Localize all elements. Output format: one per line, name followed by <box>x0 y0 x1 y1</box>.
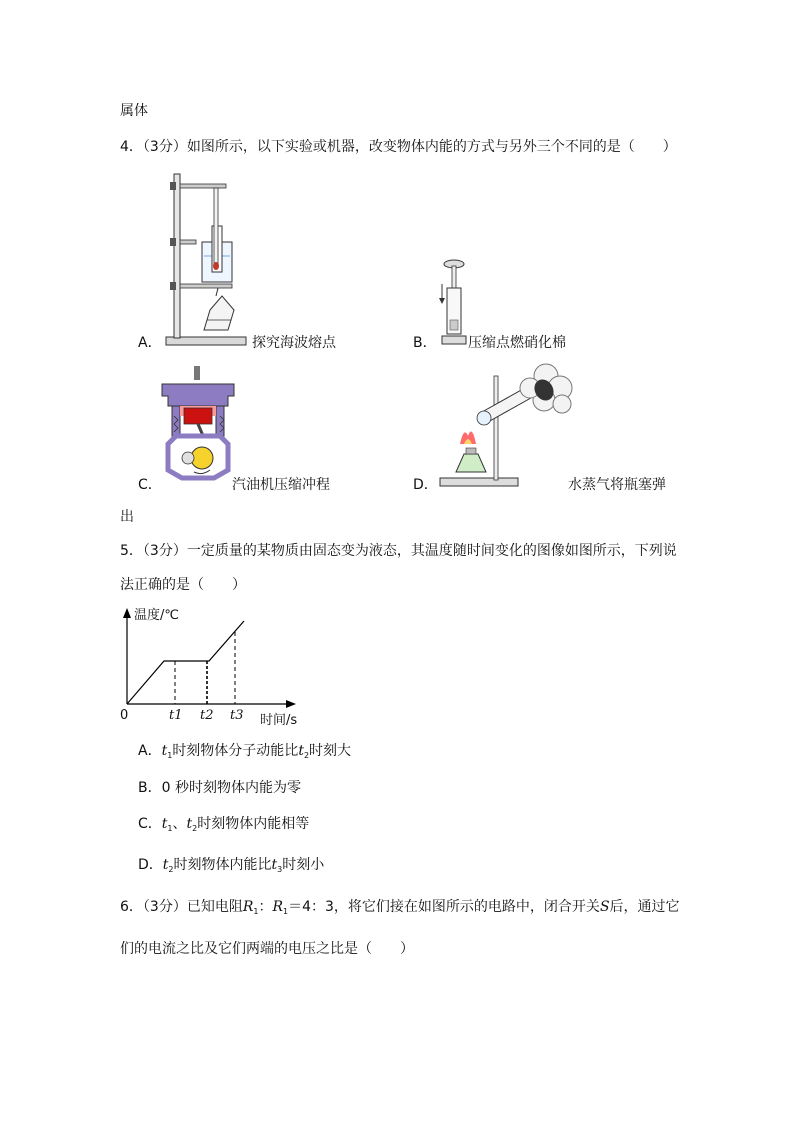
var-r: R <box>242 899 254 915</box>
var-t: t <box>298 743 304 759</box>
var-t: t <box>161 743 168 759</box>
q6-stem-line2: 们的电流之比及它们两端的电压之比是（ ） <box>120 941 414 957</box>
subscript: 1 <box>253 907 259 916</box>
option-d-letter: D． <box>413 477 438 493</box>
figure-a-melting-apparatus <box>160 170 252 348</box>
option-b-caption: 压缩点燃硝化棉 <box>468 335 566 351</box>
q5-option-c-text-end: 时刻物体内能相等 <box>197 816 310 832</box>
q5-option-b-letter: B． <box>138 780 162 796</box>
subscript: 2 <box>303 751 310 760</box>
continued-text: 属体 <box>120 103 148 119</box>
q5-option-d-letter: D． <box>138 857 163 873</box>
figure-d-steam-cork <box>440 364 574 492</box>
subscript: 3 <box>277 865 283 874</box>
q5-option-a <box>138 742 351 765</box>
q6-suffix: 后，通过它 <box>609 899 680 915</box>
option-c-letter: C． <box>138 477 162 493</box>
subscript: 1 <box>167 824 173 833</box>
q5-stem-line2: 法正确的是（ ） <box>120 577 246 593</box>
q4-stem: 4．（3分）如图所示，以下实验或机器，改变物体内能的方式与另外三个不同的是（ ） <box>120 139 677 155</box>
option-a-letter: A． <box>138 335 162 351</box>
origin-label: 0 <box>120 708 129 723</box>
q5-option-d-text: 时刻物体内能比 <box>173 857 272 873</box>
figure-b-fire-syringe <box>436 258 470 348</box>
q5-option-a-text: 时刻物体分子动能比 <box>172 743 299 759</box>
var-t: t <box>271 857 278 873</box>
q5-option-d-text-end: 时刻小 <box>282 857 325 873</box>
tick-t3: t3 <box>230 708 244 723</box>
subscript: 2 <box>192 824 198 833</box>
q6-ratio-text: ＝4：3，将它们接在如图所示的电路中，闭合开关 <box>288 899 600 915</box>
option-c-caption: 汽油机压缩冲程 <box>232 477 330 493</box>
var-r: R <box>272 899 284 915</box>
q5-option-b-text: 0 秒时刻物体内能为零 <box>161 780 301 796</box>
tick-t2: t2 <box>200 708 214 723</box>
q5-option-c-letter: C． <box>138 816 162 832</box>
q6-prefix: 6．（3分）已知电阻 <box>120 899 243 915</box>
q5-option-c <box>138 815 309 838</box>
temperature-curve <box>127 621 244 704</box>
figure-c-engine-cylinder <box>158 366 238 482</box>
tick-t1: t1 <box>169 708 183 723</box>
q6-stem-line1 <box>120 898 680 921</box>
y-axis-arrow <box>123 608 131 618</box>
option-d-caption: 水蒸气将瓶塞弹 <box>568 477 666 493</box>
q5-stem-line1: 5．（3分）一定质量的某物质由固态变为液态，其温度随时间变化的图像如图所示，下列说 <box>120 543 677 559</box>
option-d-caption-cont: 出 <box>120 509 134 525</box>
subscript: 2 <box>168 865 174 874</box>
var-t: t <box>162 857 169 873</box>
var-t: t <box>161 816 168 832</box>
var-s: S <box>599 899 610 915</box>
q5-option-d <box>138 856 324 879</box>
q5-option-a-letter: A． <box>138 743 162 759</box>
y-axis-label: 温度/℃ <box>134 608 179 623</box>
ratio-colon: ： <box>258 899 273 915</box>
q5-option-c-sep: 、 <box>172 816 187 832</box>
x-axis-arrow <box>286 700 296 708</box>
x-axis-label: 时间/s <box>260 713 298 728</box>
option-a-caption: 探究海波熔点 <box>252 335 336 351</box>
subscript: 1 <box>283 907 289 916</box>
q5-option-a-text-end: 时刻大 <box>309 743 352 759</box>
option-b-letter: B． <box>413 335 437 351</box>
subscript: 1 <box>167 751 173 760</box>
q5-option-b <box>138 779 301 797</box>
var-t: t <box>186 816 193 832</box>
